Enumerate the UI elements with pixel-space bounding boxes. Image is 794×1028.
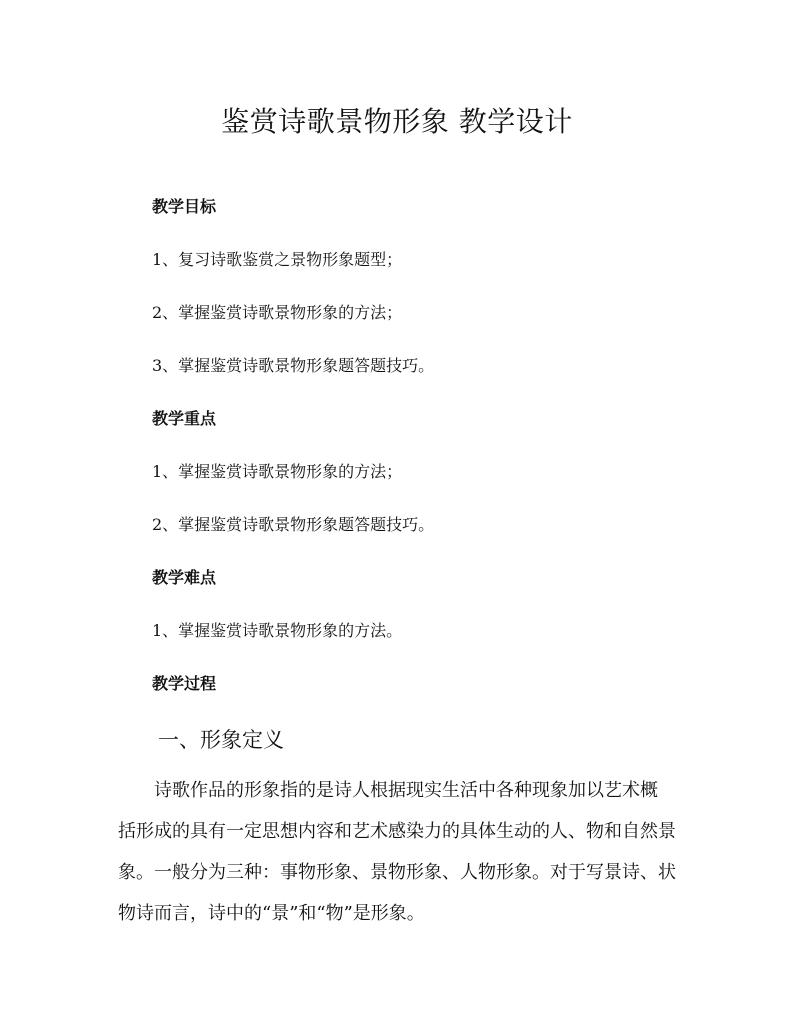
goal-item-1: 1、复习诗歌鉴赏之景物形象题型； — [152, 250, 403, 269]
paragraph-line-4: 物诗而言，诗中的“景”和“物”是形象。 — [118, 903, 425, 924]
difficulties-heading: 教学难点 — [152, 568, 217, 587]
section-title-image-definition: 一、形象定义 — [158, 728, 284, 752]
paragraph-line-2: 括形成的具有一定思想内容和艺术感染力的具体生动的人、物和自然景 — [118, 821, 676, 842]
key-point-item-1: 1、掌握鉴赏诗歌景物形象的方法； — [152, 462, 403, 481]
paragraph-line-3: 象。一般分为三种：事物形象、景物形象、人物形象。对于写景诗、状 — [118, 862, 676, 883]
key-points-heading: 教学重点 — [152, 409, 217, 428]
goal-item-3: 3、掌握鉴赏诗歌景物形象题答题技巧。 — [152, 356, 435, 375]
goals-heading: 教学目标 — [152, 197, 217, 216]
process-heading: 教学过程 — [152, 674, 217, 693]
goal-item-2: 2、掌握鉴赏诗歌景物形象的方法； — [152, 303, 403, 322]
document-title: 鉴赏诗歌景物形象 教学设计 — [221, 105, 573, 138]
key-point-item-2: 2、掌握鉴赏诗歌景物形象题答题技巧。 — [152, 515, 435, 534]
difficulty-item-1: 1、掌握鉴赏诗歌景物形象的方法。 — [152, 621, 403, 640]
paragraph-line-1: 诗歌作品的形象指的是诗人根据现实生活中各种现象加以艺术概 — [154, 780, 658, 801]
